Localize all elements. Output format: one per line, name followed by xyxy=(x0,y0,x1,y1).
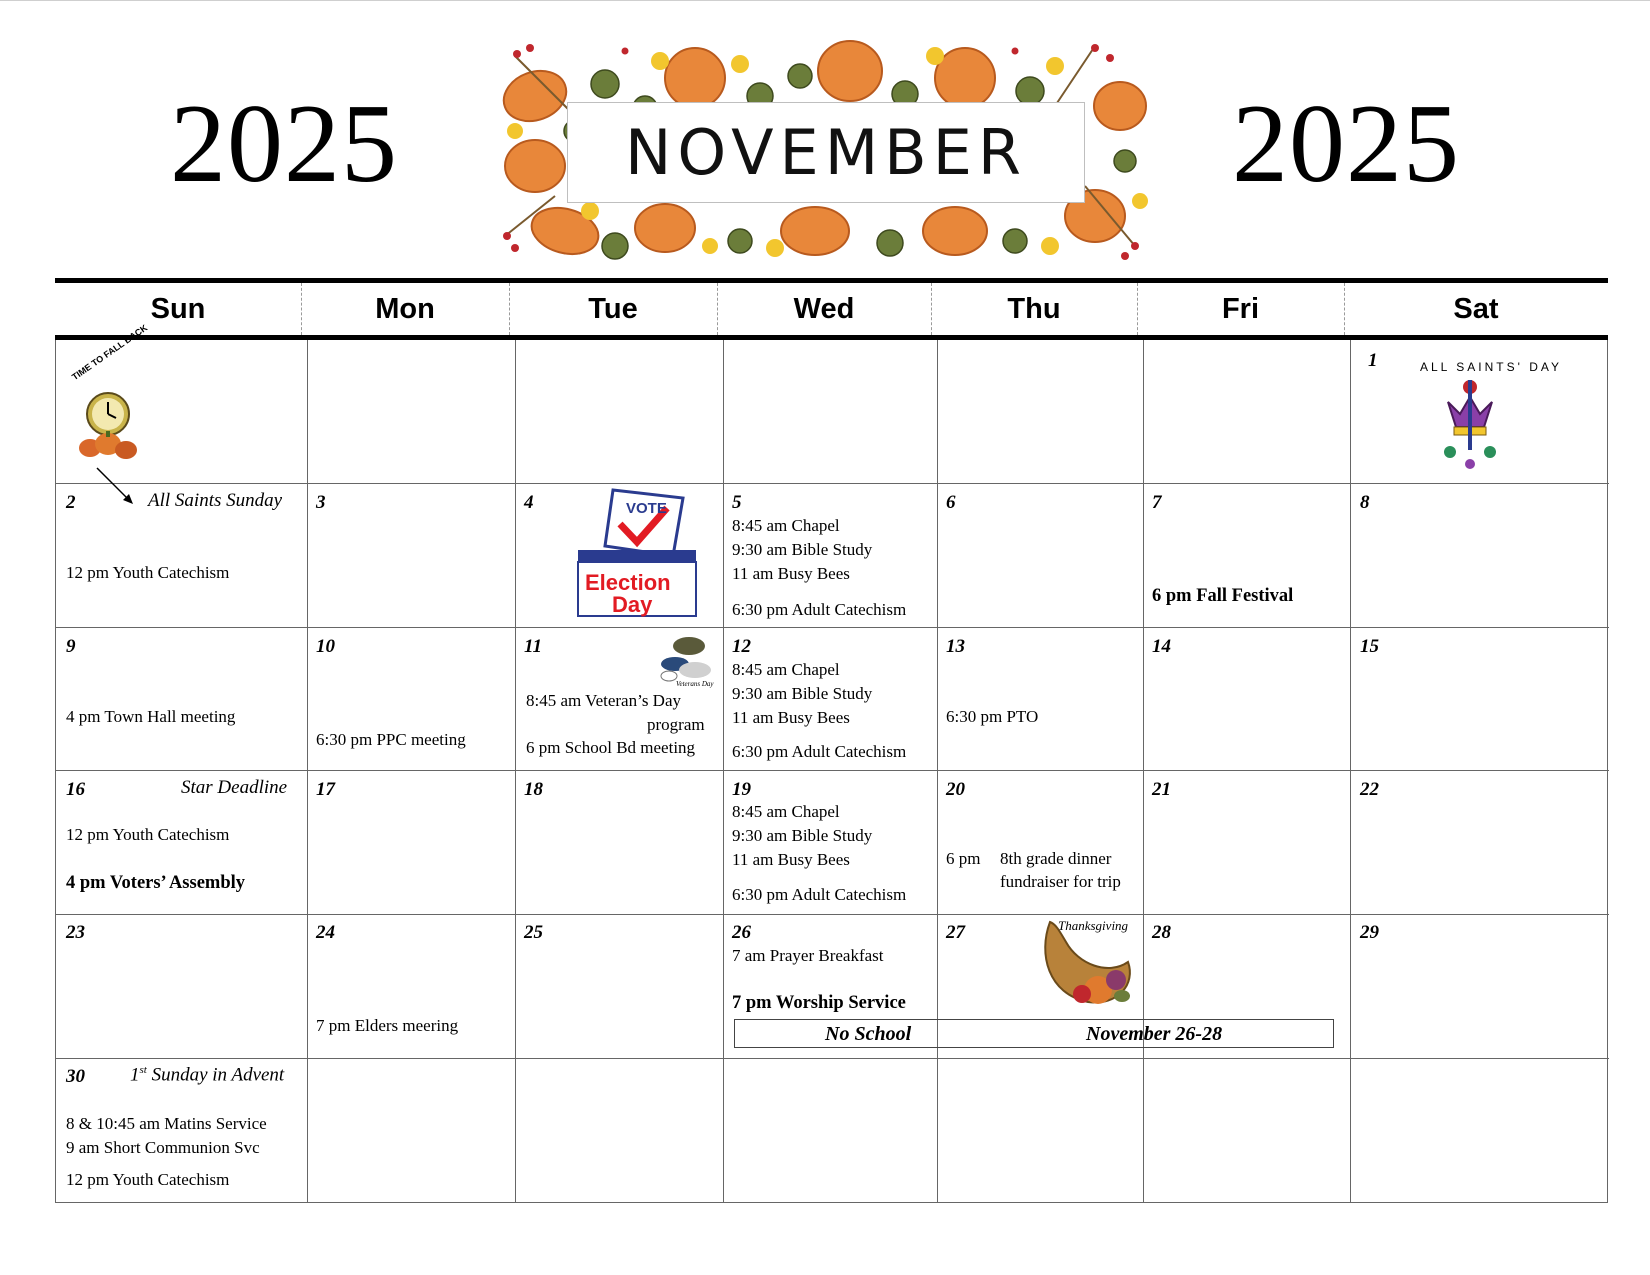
day-number-16: 16 xyxy=(66,779,85,800)
event-chapel: 8:45 am Chapel xyxy=(732,802,840,821)
event-fall-festival: 6 pm Fall Festival xyxy=(1152,586,1294,606)
advent-ordinal-suffix: st xyxy=(139,1064,147,1076)
event-all-saints-sunday: All Saints Sunday xyxy=(148,490,283,511)
month-title: NOVEMBER xyxy=(567,102,1085,203)
day-number-7: 7 xyxy=(1152,492,1162,513)
grid-line xyxy=(56,1058,1609,1059)
year-right: 2025 xyxy=(1232,82,1460,206)
advent-ordinal-number: 1 xyxy=(130,1064,140,1086)
event-pto: 6:30 pm PTO xyxy=(946,707,1039,726)
day-number-13: 13 xyxy=(946,636,965,657)
day-number-4: 4 xyxy=(524,492,534,513)
grid-line xyxy=(56,770,1609,771)
grid-line xyxy=(1350,340,1351,1202)
day-number-24: 24 xyxy=(316,922,335,943)
day-number-14: 14 xyxy=(1152,636,1171,657)
fall-back-clock-icon xyxy=(70,378,145,463)
election-label: Election xyxy=(585,570,671,595)
event-voters-assembly: 4 pm Voters’ Assembly xyxy=(66,873,246,893)
weekday-thu: Thu xyxy=(1007,292,1061,325)
event-short-communion: 9 am Short Communion Svc xyxy=(66,1138,260,1157)
event-8th-grade-dinner: 8th grade dinner xyxy=(1000,849,1112,868)
event-youth-catechism: 12 pm Youth Catechism xyxy=(66,1170,230,1189)
event-veterans-day: 8:45 am Veteran’s Day xyxy=(526,691,682,710)
event-elders-meeting: 7 pm Elders meering xyxy=(316,1016,459,1035)
day-number-6: 6 xyxy=(946,492,956,513)
event-busy-bees: 11 am Busy Bees xyxy=(732,564,850,583)
grid-line xyxy=(1143,340,1144,1202)
day-number-18: 18 xyxy=(524,779,543,800)
thanksgiving-label: Thanksgiving xyxy=(1058,918,1129,933)
day-number-12: 12 xyxy=(732,636,751,657)
weekday-tue: Tue xyxy=(588,292,638,325)
veterans-day-label: Veterans Day xyxy=(676,680,714,688)
weekday-sun: Sun xyxy=(150,292,206,325)
vote-label: VOTE xyxy=(626,500,667,517)
day-number-8: 8 xyxy=(1360,492,1370,513)
day-number-3: 3 xyxy=(316,492,326,513)
event-adult-catechism: 6:30 pm Adult Catechism xyxy=(732,600,907,619)
day-number-22: 22 xyxy=(1360,779,1379,800)
day-label: Day xyxy=(612,592,653,617)
event-youth-catechism: 12 pm Youth Catechism xyxy=(66,563,230,582)
all-saints-label: ALL SAINTS' DAY xyxy=(1420,360,1562,374)
advent-title-text: Sunday in Advent xyxy=(146,1064,285,1086)
event-matins-service: 8 & 10:45 am Matins Service xyxy=(66,1114,267,1133)
day-number-26: 26 xyxy=(732,922,751,943)
event-first-sunday-in-advent xyxy=(130,1064,284,1086)
event-busy-bees: 11 am Busy Bees xyxy=(732,708,850,727)
event-school-board-meeting: 6 pm School Bd meeting xyxy=(526,738,696,757)
grid-line xyxy=(515,340,516,1202)
month-banner xyxy=(495,36,1155,261)
grid-line xyxy=(56,483,1609,484)
no-school-banner xyxy=(734,1019,1334,1048)
event-ppc-meeting: 6:30 pm PPC meeting xyxy=(316,730,466,749)
day-number-19: 19 xyxy=(732,779,751,800)
day-number-5: 5 xyxy=(732,492,742,513)
event-fundraiser-for-trip: fundraiser for trip xyxy=(1000,872,1121,891)
event-adult-catechism: 6:30 pm Adult Catechism xyxy=(732,885,907,904)
arrow-icon xyxy=(95,466,140,510)
day-number-9: 9 xyxy=(66,636,76,657)
event-town-hall-meeting: 4 pm Town Hall meeting xyxy=(66,707,236,726)
day-number-11: 11 xyxy=(524,636,542,657)
event-busy-bees: 11 am Busy Bees xyxy=(732,850,850,869)
weekday-sat: Sat xyxy=(1453,292,1499,325)
year-left: 2025 xyxy=(170,82,398,206)
day-number-21: 21 xyxy=(1152,779,1171,800)
weekday-fri: Fri xyxy=(1221,292,1260,325)
no-school-dates: November 26-28 xyxy=(1086,1023,1223,1045)
event-youth-catechism: 12 pm Youth Catechism xyxy=(66,825,230,844)
weekday-wed: Wed xyxy=(793,292,855,325)
day-number-20: 20 xyxy=(946,779,965,800)
top-rule xyxy=(0,0,1650,1)
day-number-1: 1 xyxy=(1368,350,1378,371)
event-veterans-day-program: program xyxy=(647,715,705,734)
event-dinner-time: 6 pm xyxy=(946,849,981,868)
day-number-25: 25 xyxy=(524,922,543,943)
no-school-label: No School xyxy=(825,1023,912,1045)
event-star-deadline: Star Deadline xyxy=(181,777,288,798)
day-number-29: 29 xyxy=(1360,922,1379,943)
fall-back-label: TIME TO FALL BACK xyxy=(70,322,150,383)
day-number-2: 2 xyxy=(66,492,76,513)
event-bible-study: 9:30 am Bible Study xyxy=(732,540,873,559)
day-number-10: 10 xyxy=(316,636,335,657)
day-number-28: 28 xyxy=(1152,922,1171,943)
event-bible-study: 9:30 am Bible Study xyxy=(732,684,873,703)
weekday-header xyxy=(55,278,1608,340)
event-chapel: 8:45 am Chapel xyxy=(732,516,840,535)
grid-line xyxy=(307,340,308,1202)
day-number-23: 23 xyxy=(66,922,85,943)
weekday-mon: Mon xyxy=(375,292,435,325)
event-chapel: 8:45 am Chapel xyxy=(732,660,840,679)
grid-line xyxy=(723,340,724,1202)
day-number-27: 27 xyxy=(946,922,965,943)
event-prayer-breakfast: 7 am Prayer Breakfast xyxy=(732,946,884,965)
day-number-17: 17 xyxy=(316,779,335,800)
day-grid xyxy=(55,340,1608,1203)
event-bible-study: 9:30 am Bible Study xyxy=(732,826,873,845)
day-number-15: 15 xyxy=(1360,636,1379,657)
grid-line xyxy=(937,340,938,1202)
event-adult-catechism: 6:30 pm Adult Catechism xyxy=(732,742,907,761)
day-number-30: 30 xyxy=(66,1066,85,1087)
grid-line xyxy=(56,914,1609,915)
grid-line xyxy=(56,627,1609,628)
event-worship-service: 7 pm Worship Service xyxy=(732,993,906,1013)
